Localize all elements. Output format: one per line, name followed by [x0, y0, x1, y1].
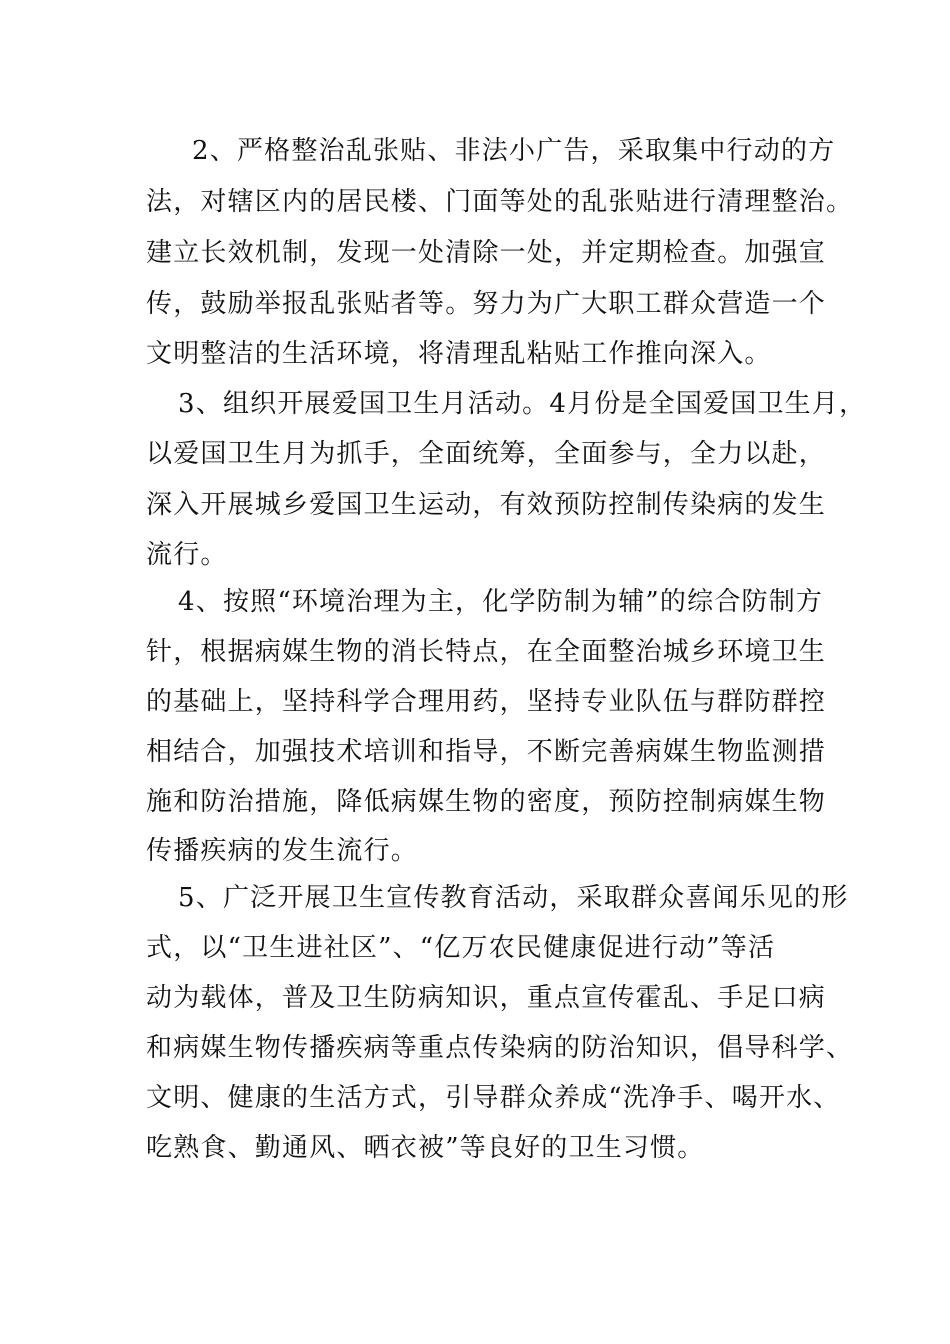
text-line: 以爱国卫生月为抓手，全面统筹，全面参与，全力以赴， — [146, 439, 827, 469]
text-line: 文明整洁的生活环境，将清理乱粘贴工作推向深入。 — [146, 339, 772, 369]
text-line: 深入开展城乡爱国卫生运动，有效预防控制传染病的发生 — [146, 490, 827, 520]
text-line: 式，以“卫生进社区”、“亿万农民健康促进行动”等活 — [146, 933, 776, 963]
text-line: 和病媒生物传播疾病等重点传染病的防治知识，倡导科学、 — [146, 1033, 854, 1063]
text-line: 3、组织开展爱国卫生月活动。4月份是全国爱国卫生月， — [178, 389, 867, 419]
text-line: 传播疾病的发生流行。 — [146, 836, 419, 866]
text-line: 4、按照“环境治理为主，化学防制为辅”的综合防制方 — [178, 587, 824, 617]
text-line: 法，对辖区内的居民楼、门面等处的乱张贴进行清理整治。 — [146, 187, 854, 217]
text-line: 针，根据病媒生物的消长特点，在全面整治城乡环境卫生 — [146, 637, 827, 667]
text-line: 的基础上，坚持科学合理用药，坚持专业队伍与群防群控 — [146, 687, 827, 717]
text-line: 流行。 — [146, 540, 228, 570]
text-line: 5、广泛开展卫生宣传教育活动，采取群众喜闻乐见的形 — [178, 883, 849, 913]
text-line: 施和防治措施，降低病媒生物的密度，预防控制病媒生物 — [146, 787, 827, 817]
text-line: 2、严格整治乱张贴、非法小广告，采取集中行动的方 — [192, 136, 836, 166]
text-line: 传，鼓励举报乱张贴者等。努力为广大职工群众营造一个 — [146, 289, 827, 319]
text-line: 相结合，加强技术培训和指导，不断完善病媒生物监测措 — [146, 737, 827, 767]
text-line: 建立长效机制，发现一处清除一处，并定期检查。加强宣 — [146, 238, 827, 268]
text-line: 动为载体，普及卫生防病知识，重点宣传霍乱、手足口病 — [146, 983, 827, 1013]
text-line: 文明、健康的生活方式，引导群众养成“洗净手、喝开水、 — [146, 1083, 841, 1113]
text-line: 吃熟食、勤通风、晒衣被”等良好的卫生习惯。 — [146, 1133, 705, 1163]
